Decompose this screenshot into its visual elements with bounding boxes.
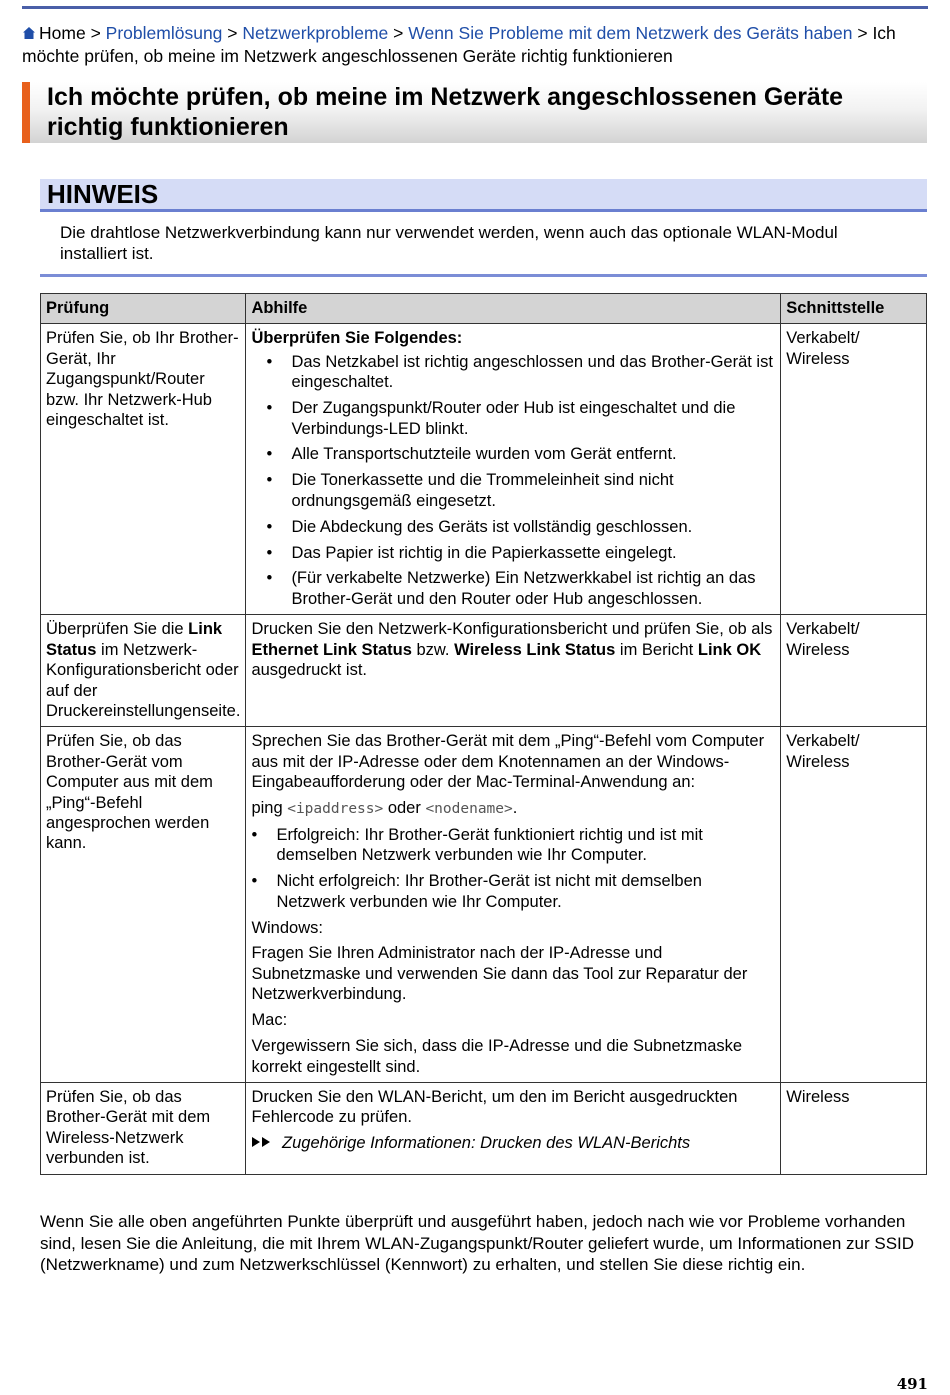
- ping-arg-ipaddress: <ipaddress>: [287, 801, 384, 818]
- remedy-text: ausgedruckt ist.: [251, 661, 367, 680]
- ping-or: oder: [383, 799, 426, 818]
- list-item: • Das Papier ist richtig in die Papierkassette eingelegt.: [251, 543, 775, 563]
- ping-arg-nodename: <nodename>: [425, 801, 513, 818]
- breadcrumb-problemloesung[interactable]: Problemlösung: [105, 23, 223, 43]
- list-item: • Das Netzkabel ist richtig angeschlossen und das Brother-Gerät ist eingeschaltet.: [251, 352, 775, 393]
- list-item: • Die Abdeckung des Geräts ist vollständig geschlossen.: [251, 517, 775, 537]
- check-cell: Prüfen Sie, ob das Brother-Gerät vom Computer aus mit dem „Ping“-Befehl angesprochen werden kann.: [41, 727, 246, 1083]
- list-item: • Erfolgreich: Ihr Brother-Gerät funktioniert richtig und ist mit demselben Netzwerk verbunden wie Ihr Computer.: [251, 825, 775, 866]
- breadcrumb: [22, 22, 902, 67]
- ping-word: ping: [251, 799, 288, 818]
- table-row: [41, 1082, 927, 1174]
- double-arrow-icon: [251, 1134, 277, 1152]
- note-text: Die drahtlose Netzwerkverbindung kann nur verwendet werden, wenn auch das optionale WLAN-Modul installiert ist.: [60, 223, 838, 263]
- windows-text: Fragen Sie Ihren Administrator nach der IP-Adresse und Subnetzmaske und verwenden Sie dann das Tool zur Reparatur der Netzwerkverbindung.: [251, 944, 748, 1004]
- remedy-text-bold: Link OK: [697, 640, 762, 659]
- note-heading: HINWEIS: [47, 179, 159, 209]
- ping-end: .: [512, 799, 518, 818]
- remedy-cell: [246, 615, 781, 727]
- note-header: [40, 179, 927, 212]
- ping-command: [251, 798, 775, 819]
- check-cell: Prüfen Sie, ob Ihr Brother-Gerät, Ihr Zugangspunkt/Router bzw. Ihr Netzwerk-Hub eingeschaltet ist.: [41, 324, 246, 615]
- check-cell: Prüfen Sie, ob das Brother-Gerät mit dem Wireless-Netzwerk verbunden ist.: [41, 1082, 246, 1174]
- remedy-text: bzw.: [411, 640, 455, 659]
- interface-cell: Wireless: [781, 1082, 927, 1174]
- page-number: 491: [896, 1375, 928, 1393]
- remedy-cell: [246, 324, 781, 615]
- check-cell: [41, 615, 246, 727]
- column-header-schnittstelle: Schnittstelle: [781, 294, 927, 324]
- breadcrumb-separator: >: [393, 23, 404, 43]
- interface-cell: Verkabelt/ Wireless: [781, 727, 927, 1083]
- list-item: • Nicht erfolgreich: Ihr Brother-Gerät ist nicht mit demselben Netzwerk verbunden wie Ihr Computer.: [251, 871, 775, 912]
- note-bottom-rule: [40, 274, 927, 277]
- page-title: Ich möchte prüfen, ob meine im Netzwerk angeschlossenen Geräte richtig funktionieren: [47, 83, 844, 141]
- list-item: • Der Zugangspunkt/Router oder Hub ist eingeschaltet und die Verbindungs-LED blinkt.: [251, 398, 775, 439]
- table-row: [41, 727, 927, 1083]
- column-header-pruefung: Prüfung: [41, 294, 246, 324]
- remedy-list: [251, 352, 775, 609]
- breadcrumb-home[interactable]: Home: [39, 23, 86, 43]
- related-info-link[interactable]: Drucken des WLAN-Berichts: [480, 1134, 691, 1153]
- remedy-text-bold: Wireless Link Status: [454, 640, 616, 659]
- remedy-text: Drucken Sie den Netzwerk-Konfigurationsbericht und prüfen Sie, ob als: [251, 620, 773, 639]
- breadcrumb-current: Ich möchte prüfen, ob meine im Netzwerk angeschlossenen Geräte richtig funktionieren: [22, 23, 896, 66]
- remedy-intro: Sprechen Sie das Brother-Gerät mit dem „Ping“-Befehl vom Computer aus mit der IP-Adresse oder dem Knotennamen an der Windows-Eingabeaufforderung oder der Mac-Terminal-Anwendung an:: [251, 732, 765, 792]
- list-item: • (Für verkabelte Netzwerke) Ein Netzwerkkabel ist richtig an das Brother-Gerät und den Router oder Hub angeschlossen.: [251, 568, 775, 609]
- breadcrumb-separator: >: [857, 23, 868, 43]
- mac-text: Vergewissern Sie sich, dass die IP-Adresse und die Subnetzmaske korrekt eingestellt sind.: [251, 1037, 743, 1076]
- related-info-sep: :: [470, 1134, 481, 1153]
- breadcrumb-separator: >: [90, 23, 101, 43]
- remedy-text: Drucken Sie den WLAN-Bericht, um den im Bericht ausgedruckten Fehlercode zu prüfen.: [251, 1087, 738, 1127]
- ping-result-list: [251, 825, 775, 912]
- title-accent-bar: [22, 82, 30, 143]
- check-text: Überprüfen Sie die: [46, 620, 189, 639]
- list-item: • Alle Transportschutzteile wurden vom Gerät entfernt.: [251, 444, 775, 464]
- windows-label: Windows:: [251, 918, 323, 937]
- related-info: [251, 1133, 775, 1153]
- remedy-text: im Bericht: [615, 640, 698, 659]
- check-text-bold: Link Status: [46, 620, 223, 659]
- mac-label: Mac:: [251, 1011, 288, 1030]
- remedy-text-bold: Ethernet Link Status: [251, 640, 412, 659]
- column-header-abhilfe: Abhilfe: [246, 294, 781, 324]
- interface-cell: Verkabelt/ Wireless: [781, 324, 927, 615]
- interface-cell: Verkabelt/ Wireless: [781, 615, 927, 727]
- table-header-row: [41, 294, 927, 324]
- troubleshooting-table: [40, 293, 927, 1175]
- remedy-heading: Überprüfen Sie Folgendes:: [251, 329, 463, 348]
- breadcrumb-netzwerkprobleme[interactable]: Netzwerkprobleme: [242, 23, 389, 43]
- list-item: • Die Tonerkassette und die Trommeleinheit sind nicht ordnungsgemäß eingesetzt.: [251, 470, 775, 511]
- title-bar: [22, 82, 927, 143]
- remedy-cell: [246, 1082, 781, 1174]
- footer-text: Wenn Sie alle oben angeführten Punkte überprüft und ausgeführt haben, jedoch nach wie vor Probleme vorhanden sind, lesen Sie die Anleitung, die mit Ihrem WLAN-Zugangspunkt/Router geliefert wurde, um Informationen zur SSID (Netzwerkname) und zum Netzwerkschlüssel (Kennwort) zu erhalten, und stellen Sie diese richtig ein.: [40, 1212, 915, 1274]
- breadcrumb-separator: >: [227, 23, 238, 43]
- related-info-label: Zugehörige Informationen: [282, 1134, 471, 1153]
- table-row: [41, 615, 927, 727]
- top-rule: [22, 6, 928, 9]
- check-text: im Netzwerk-Konfigurationsbericht oder auf der Druckereinstellungenseite.: [46, 640, 241, 720]
- remedy-cell: [246, 727, 781, 1083]
- table-row: [41, 324, 927, 615]
- breadcrumb-netzwerk-geraet[interactable]: Wenn Sie Probleme mit dem Netzwerk des Geräts haben: [408, 23, 853, 43]
- home-icon[interactable]: [22, 23, 36, 45]
